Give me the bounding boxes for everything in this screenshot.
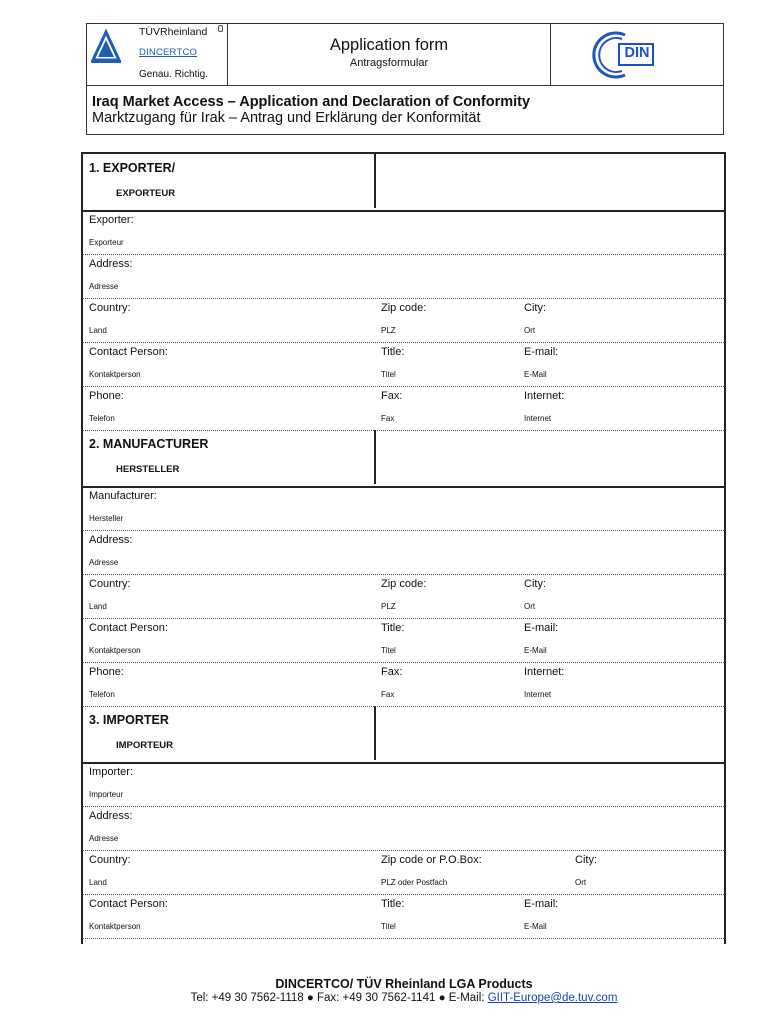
din-logo	[551, 24, 723, 85]
form-row[interactable]	[83, 574, 724, 619]
field-label: City:	[575, 854, 597, 866]
section-header	[83, 430, 724, 488]
section-title: 2. MANUFACTURER	[89, 437, 209, 451]
field-label: Address:	[89, 258, 133, 270]
field-label: Address:	[89, 534, 133, 546]
tuv-brand: TÜVRheinland	[139, 26, 208, 38]
field-label: E-mail:	[524, 346, 559, 358]
form-row[interactable]	[83, 662, 724, 707]
field-label-de: Titel	[381, 646, 396, 655]
field-label: Title:	[381, 346, 405, 358]
page-title-de: Antragsformular	[349, 57, 429, 69]
form-header	[86, 23, 724, 135]
section-title: 3. IMPORTER	[89, 713, 169, 727]
field-label: Fax:	[381, 666, 403, 678]
section-subtitle: HERSTELLER	[116, 464, 180, 475]
page-title: Application form	[329, 36, 449, 54]
form-row[interactable]	[83, 298, 724, 343]
field-label: City:	[524, 578, 546, 590]
form-row[interactable]	[83, 254, 724, 299]
section-title-cell	[83, 154, 376, 208]
field-label-de: Hersteller	[89, 514, 124, 523]
field-label: Internet:	[524, 390, 565, 402]
page-footer	[0, 977, 770, 1004]
form-row[interactable]	[83, 850, 724, 895]
field-label: Address:	[89, 810, 133, 822]
field-label: Fax:	[381, 390, 403, 402]
section-subtitle: EXPORTEUR	[116, 188, 176, 199]
field-label-de: PLZ oder Postfach	[381, 878, 448, 887]
field-label: Contact Person:	[89, 346, 168, 358]
field-label-de: Ort	[524, 602, 536, 611]
field-label-de: PLZ	[381, 602, 396, 611]
tuv-brand-mark	[218, 25, 223, 32]
field-label-de: PLZ	[381, 326, 396, 335]
field-label: Zip code:	[381, 578, 427, 590]
field-label-de: Telefon	[89, 690, 115, 699]
field-label-de: Adresse	[89, 834, 119, 843]
field-label: Internet:	[524, 666, 565, 678]
form-row[interactable]	[83, 530, 724, 575]
field-label-de: Fax	[381, 414, 395, 423]
field-label: Contact Person:	[89, 622, 168, 634]
field-label: Phone:	[89, 390, 124, 402]
form-row[interactable]	[83, 618, 724, 663]
slogan: Genau. Richtig.	[139, 69, 208, 80]
application-form	[81, 152, 726, 944]
field-label: Zip code or P.O.Box:	[381, 854, 482, 866]
title-cell	[228, 24, 551, 85]
form-row[interactable]	[83, 486, 724, 531]
section-header	[83, 154, 724, 212]
field-label-de: Telefon	[89, 414, 115, 423]
subject-title: Iraq Market Access – Application and Declaration of Conformity	[92, 94, 531, 110]
field-label-de: Titel	[381, 922, 396, 931]
field-label: E-mail:	[524, 898, 559, 910]
field-label: Phone:	[89, 666, 124, 678]
field-label-de: Internet	[524, 690, 552, 699]
field-label: City:	[524, 302, 546, 314]
field-label-de: Ort	[575, 878, 587, 887]
field-label: Country:	[89, 854, 131, 866]
field-label: Importer:	[89, 766, 134, 778]
field-label: Title:	[381, 898, 405, 910]
field-label-de: Importeur	[89, 790, 124, 799]
form-row[interactable]	[83, 210, 724, 255]
footer-company: DINCERTCO/ TÜV Rheinland LGA Products	[275, 977, 533, 991]
section-subtitle: IMPORTEUR	[116, 740, 173, 751]
dincertco-brand: DINCERTCO	[139, 47, 198, 58]
field-label: Country:	[89, 578, 131, 590]
footer-email-link[interactable]: GIIT-Europe@de.tuv.com	[487, 992, 618, 1004]
section-title-cell	[83, 430, 376, 484]
field-label-de: Adresse	[89, 558, 119, 567]
field-label-de: Land	[89, 878, 107, 887]
field-label: Manufacturer:	[89, 490, 157, 502]
form-row[interactable]	[83, 894, 724, 939]
form-row[interactable]	[83, 342, 724, 387]
field-label: Country:	[89, 302, 131, 314]
field-label-de: Ort	[524, 326, 536, 335]
section-header	[83, 706, 724, 764]
footer-contact-text: Tel: +49 30 7562-1118 ● Fax: +49 30 7562-1141 ● E-Mail:	[190, 992, 488, 1004]
field-label: Exporter:	[89, 214, 134, 226]
field-label-de: E-Mail	[524, 646, 547, 655]
field-label: Zip code:	[381, 302, 427, 314]
field-label-de: Internet	[524, 414, 552, 423]
field-label-de: E-Mail	[524, 370, 547, 379]
footer-contact	[0, 992, 770, 1004]
field-label-de: Fax	[381, 690, 395, 699]
field-label-de: Land	[89, 326, 107, 335]
field-label-de: E-Mail	[524, 922, 547, 931]
subject-title-de: Marktzugang für Irak – Antrag und Erklärung der Konformität	[92, 110, 481, 126]
field-label: Title:	[381, 622, 405, 634]
section-title-cell	[83, 706, 376, 760]
form-row[interactable]	[83, 762, 724, 807]
field-label-de: Titel	[381, 370, 396, 379]
field-label-de: Kontaktperson	[89, 370, 141, 379]
form-subject	[87, 85, 723, 135]
field-label: E-mail:	[524, 622, 559, 634]
form-row[interactable]	[83, 386, 724, 431]
section-title: 1. EXPORTER/	[89, 161, 176, 175]
field-label-de: Adresse	[89, 282, 119, 291]
field-label-de: Exporteur	[89, 238, 124, 247]
field-label-de: Kontaktperson	[89, 646, 141, 655]
din-logo-text: DIN	[624, 45, 650, 61]
tuv-dincertco-logo	[87, 24, 228, 85]
field-label: Contact Person:	[89, 898, 168, 910]
field-label-de: Kontaktperson	[89, 922, 141, 931]
field-label-de: Land	[89, 602, 107, 611]
form-row[interactable]	[83, 806, 724, 851]
